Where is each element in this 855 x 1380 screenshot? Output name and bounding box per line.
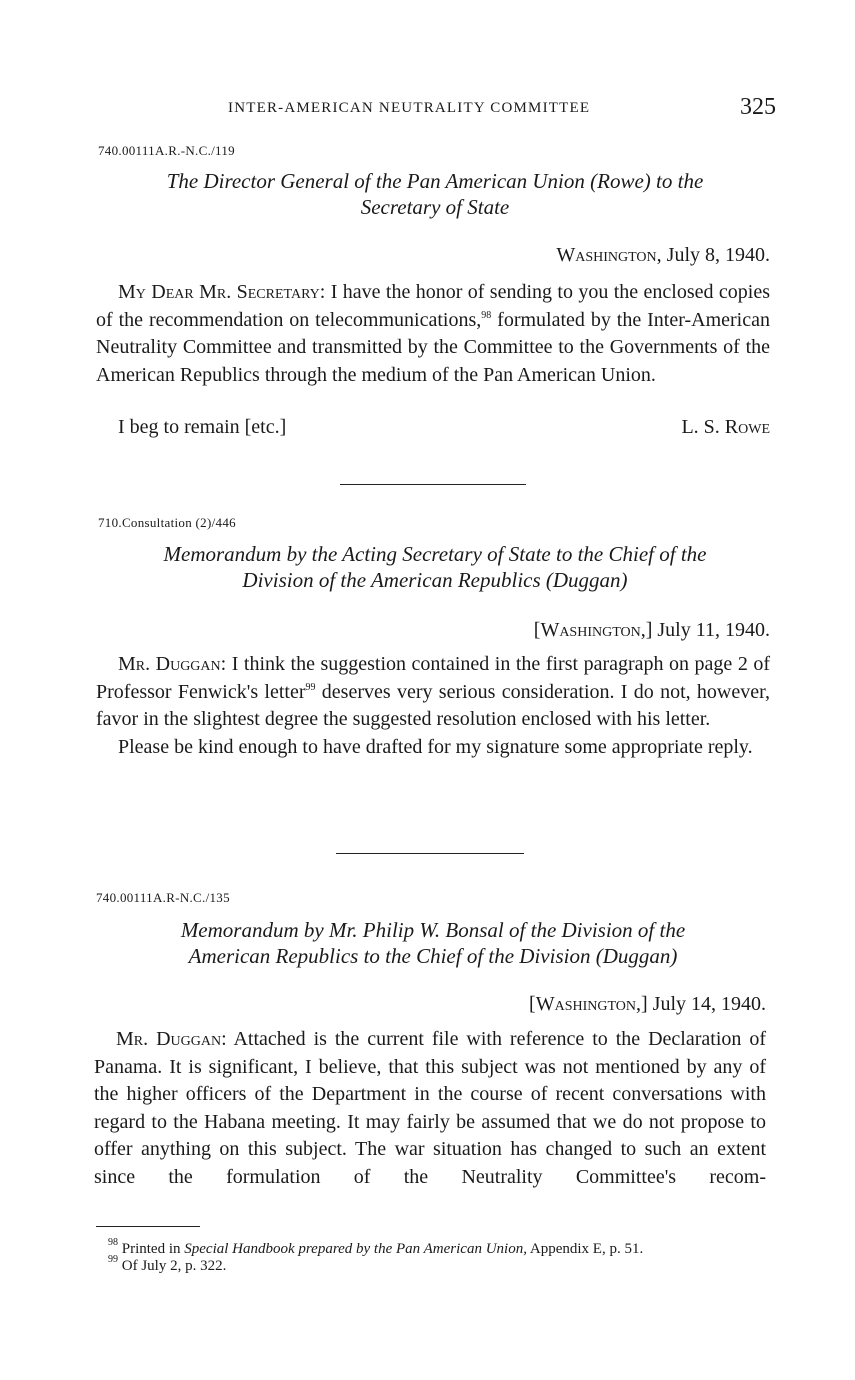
closing-line: I beg to remain [etc.] [118, 416, 287, 438]
footnote-98-prefix: Printed in [118, 1241, 185, 1257]
signature: L. S. Rowe [681, 416, 770, 438]
file-number-2: 710.Consultation (2)/446 [98, 515, 236, 530]
memo-3-paragraph-1 [94, 1026, 766, 1191]
addressee-2: Mr. Duggan [118, 653, 221, 675]
letter-body-1 [96, 279, 770, 389]
footnote-99-marker: 99 [108, 1254, 118, 1265]
footnote-98 [96, 1237, 768, 1258]
running-head [96, 96, 776, 126]
footnote-98-title: Special Handbook prepared by the Pan American Union, [184, 1241, 527, 1257]
heading-3-line-1: Memorandum by Mr. Philip W. Bonsal of the Division of the [180, 918, 686, 942]
page-number: 325 [740, 94, 776, 120]
footnote-99 [96, 1254, 768, 1275]
letter-1-text-cont: formulated by the Inter-American Neutrality Committee and transmitted by the Committee to the Governments of the American Republics through the medium of the Pan American Union. [96, 308, 770, 386]
letter-1-text: : I have the honor of sending to you the enclosed copies of the recommendation on telecommunications, [96, 281, 771, 331]
dateline-3-bracket: [ [529, 993, 536, 1015]
memo-3-text: : Attached is the current file with reference to the Declaration of Panama. It is significant, I believe, that this subject was not mentioned by any of the higher officers of the Department in the course of recent conversations with regard to the Habana meeting. It may fairly be assumed that we do not propose to offer anything on this subject. The war situation has changed to such an extent since the formulation of the Neutrality Committee's recom- [94, 1028, 766, 1188]
section-divider-1 [340, 484, 526, 485]
footnotes [96, 1237, 768, 1275]
dateline-2-bracket: [ [533, 619, 541, 641]
dateline-2-place: Washington [540, 619, 641, 641]
memo-2-paragraph-2: Please be kind enough to have drafted for my signature some appropriate reply. [118, 735, 753, 758]
memo-2-paragraph-1 [96, 651, 770, 734]
dateline-3-place: Washington [535, 993, 636, 1015]
dateline-1-place: Washington [556, 244, 657, 266]
addressee-3: Mr. Duggan [116, 1028, 222, 1050]
document-heading-1 [96, 168, 774, 220]
salutation: My Dear Mr. Secretary [118, 281, 320, 303]
file-number-3: 740.00111A.R-N.C./135 [96, 890, 230, 905]
dateline-2-date: ,] July 11, 1940. [640, 619, 770, 641]
memo-body-2 [96, 651, 770, 761]
dateline-1-date: , July 8, 1940. [656, 244, 770, 266]
running-head-title: INTER-AMERICAN NEUTRALITY COMMITTEE [228, 100, 591, 116]
memo-2-text: : I think the suggestion contained in the first paragraph on page 2 of Professor Fenwick's letter [96, 653, 770, 703]
footnote-ref-98: 98 [481, 309, 492, 321]
section-divider-2 [336, 853, 524, 854]
document-heading-2 [96, 541, 774, 593]
heading-2-line-1: Memorandum by the Acting Secretary of State to the Chief of the [163, 542, 707, 566]
footnote-ref-99: 99 [305, 681, 316, 693]
heading-1-line-2: Secretary of State [360, 195, 510, 219]
file-number-1: 740.00111A.R.-N.C./119 [98, 143, 235, 158]
memo-2-text-cont: deserves very serious consideration. I do not, however, favor in the slightest degree the suggested resolution enclosed with his letter. [96, 680, 770, 730]
heading-3-line-2: American Republics to the Chief of the Division (Duggan) [188, 944, 678, 968]
footnote-98-marker: 98 [108, 1237, 118, 1248]
dateline-2 [96, 619, 770, 642]
heading-1-line-1: The Director General of the Pan American Union (Rowe) to the [166, 169, 704, 193]
document-heading-3 [96, 917, 770, 969]
dateline-3-date: ,] July 14, 1940. [636, 993, 766, 1015]
footnote-98-suffix: Appendix E, p. 51. [526, 1241, 644, 1257]
memo-body-3 [94, 1026, 766, 1191]
footnote-rule [96, 1226, 200, 1227]
dateline-1 [96, 244, 770, 267]
heading-2-line-2: Division of the American Republics (Duggan) [242, 568, 628, 592]
footnote-99-text: Of July 2, p. 322. [118, 1258, 227, 1274]
dateline-3 [96, 993, 766, 1016]
letter-1-paragraph [96, 279, 770, 389]
